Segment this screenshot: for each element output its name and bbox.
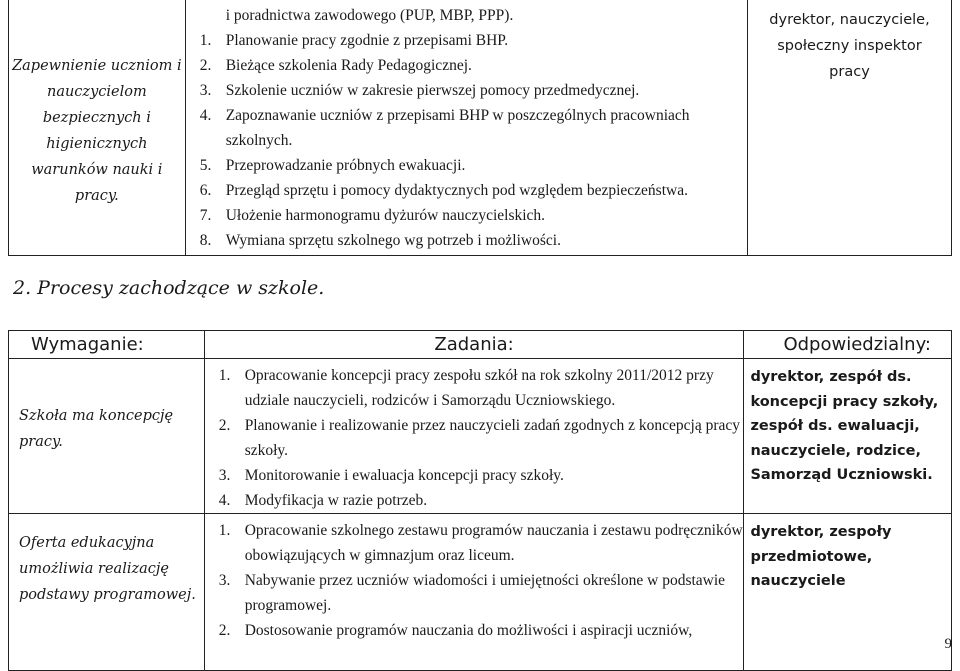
requirement-text: Oferta edukacyjna umożliwia realizację podstawy programowej. bbox=[19, 535, 196, 603]
task-number: 2. bbox=[218, 417, 231, 434]
task-list bbox=[205, 518, 744, 643]
task-item bbox=[186, 78, 747, 103]
task-item bbox=[205, 518, 744, 568]
task-text: Planowanie pracy zgodnie z przepisami BHP. bbox=[225, 32, 509, 49]
task-item bbox=[186, 228, 747, 253]
task-text: Bieżące szkolenia Rady Pedagogicznej. bbox=[225, 57, 472, 74]
table-row bbox=[9, 514, 952, 671]
task-number: 3. bbox=[218, 467, 231, 484]
tasks-cell bbox=[185, 0, 747, 256]
task-text: Wymiana sprzętu szkolnego wg potrzeb i możliwości. bbox=[225, 232, 561, 249]
task-number: 7. bbox=[199, 207, 212, 224]
task-number: 2. bbox=[199, 57, 212, 74]
section1-table bbox=[8, 0, 952, 256]
task-item bbox=[205, 568, 744, 618]
task-text: Monitorowanie i ewaluacja koncepcji pracy szkoły. bbox=[244, 467, 564, 484]
task-item bbox=[186, 153, 747, 178]
task-item bbox=[186, 203, 747, 228]
responsible-cell bbox=[747, 0, 951, 256]
task-text: Szkolenie uczniów w zakresie pierwszej pomocy przedmedycznej. bbox=[225, 82, 640, 99]
task-text: Dostosowanie programów nauczania do możliwości i aspiracji uczniów, bbox=[244, 622, 693, 639]
task-number: 1. bbox=[218, 522, 231, 539]
requirement-text: Szkoła ma koncepcję pracy. bbox=[19, 408, 174, 450]
task-number: 6. bbox=[199, 182, 212, 199]
task-item bbox=[205, 463, 744, 488]
tasks-intro: i poradnictwa zawodowego (PUP, MBP, PPP). bbox=[225, 7, 514, 24]
task-text: Przeprowadzanie próbnych ewakuacji. bbox=[225, 157, 466, 174]
task-text: Opracowanie szkolnego zestawu programów nauczania i zestawu podręczników obowiązujących w gimnazjum oraz liceum. bbox=[244, 522, 743, 564]
table-row bbox=[9, 359, 952, 514]
section-heading: 2. Procesy zachodzące w szkole. bbox=[13, 277, 325, 299]
task-number: 8. bbox=[199, 232, 212, 249]
task-item bbox=[205, 413, 744, 463]
task-text: Nabywanie przez uczniów wiadomości i umiejętności określone w podstawie programowej. bbox=[244, 572, 726, 614]
task-item bbox=[205, 488, 744, 513]
table-row bbox=[9, 0, 952, 256]
task-number: 4. bbox=[199, 107, 212, 124]
task-item bbox=[186, 103, 747, 153]
responsible-text: dyrektor, zespół ds. koncepcji pracy szkoły, zespół ds. ewaluacji, nauczyciele, rodzice, Samorząd Uczniowski. bbox=[750, 369, 939, 483]
requirement-cell bbox=[9, 0, 186, 256]
task-number: 1. bbox=[199, 32, 212, 49]
table-header-row bbox=[9, 331, 952, 359]
section2-table bbox=[8, 330, 952, 671]
task-number: 5. bbox=[199, 157, 212, 174]
header-responsible: Odpowiedzialny: bbox=[744, 331, 952, 359]
task-item bbox=[205, 618, 744, 643]
header-tasks: Zadania: bbox=[204, 331, 744, 359]
task-text: Ułożenie harmonogramu dyżurów nauczycielskich. bbox=[225, 207, 546, 224]
responsible-cell bbox=[744, 359, 952, 514]
task-text: Planowanie i realizowanie przez nauczycieli zadań zgodnych z koncepcją pracy szkoły. bbox=[244, 417, 740, 459]
task-number: 3. bbox=[199, 82, 212, 99]
task-number: 4. bbox=[218, 492, 231, 509]
task-text: Zapoznawanie uczniów z przepisami BHP w poszczególnych pracowniach szkolnych. bbox=[225, 107, 690, 149]
task-item bbox=[186, 53, 747, 78]
requirement-text: Zapewnienie uczniom i nauczycielom bezpiecznych i higienicznych warunków nauki i pracy. bbox=[12, 58, 182, 204]
tasks-cell bbox=[204, 514, 744, 671]
task-item bbox=[186, 28, 747, 53]
task-number: 3. bbox=[218, 572, 231, 589]
tasks-cell bbox=[204, 359, 744, 514]
task-text: Modyfikacja w razie potrzeb. bbox=[244, 492, 428, 509]
requirement-cell bbox=[9, 514, 205, 671]
task-text: Opracowanie koncepcji pracy zespołu szkół na rok szkolny 2011/2012 przy udziale nauczycieli, rodziców i Samorządu Uczniowskiego. bbox=[244, 367, 714, 409]
header-requirement: Wymaganie: bbox=[9, 331, 205, 359]
responsible-cell bbox=[744, 514, 952, 671]
task-list bbox=[186, 28, 747, 253]
requirement-cell bbox=[9, 359, 205, 514]
task-number: 1. bbox=[218, 367, 231, 384]
task-item bbox=[205, 363, 744, 413]
responsible-text: dyrektor, zespoły przedmiotowe, nauczyciele bbox=[750, 524, 892, 589]
task-list bbox=[205, 363, 744, 513]
responsible-text: dyrektor, nauczyciele, społeczny inspektor pracy bbox=[769, 12, 930, 80]
task-text: Przegląd sprzętu i pomocy dydaktycznych pod względem bezpieczeństwa. bbox=[225, 182, 688, 199]
task-item bbox=[186, 178, 747, 203]
page-number: 9 bbox=[944, 636, 952, 652]
task-number: 2. bbox=[218, 622, 231, 639]
